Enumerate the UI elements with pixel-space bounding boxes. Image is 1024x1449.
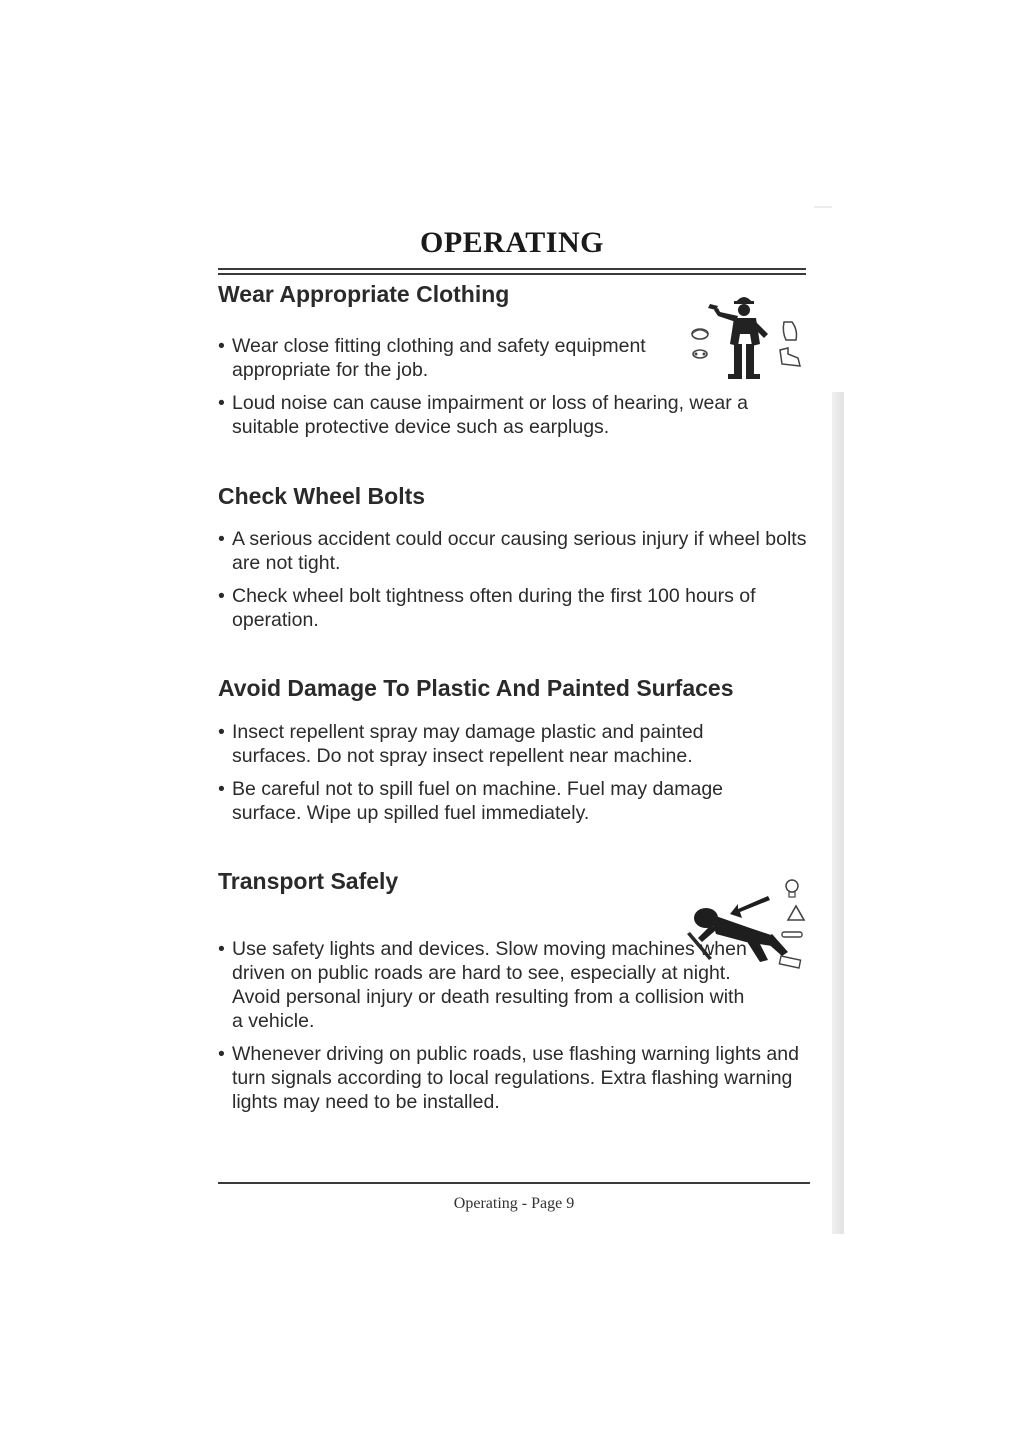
bullet-transport-2	[218, 1042, 808, 1114]
bullet-dot: •	[218, 778, 225, 800]
bullet-text: Whenever driving on public roads, use flashing warning lights and turn signals according to local regulations. Extra flashing warning lights may need to be installed.	[232, 1043, 799, 1113]
bullet-wheel-bolts-1	[218, 527, 808, 575]
bullet-dot: •	[218, 335, 225, 357]
title-double-rule	[218, 268, 806, 275]
bullet-avoid-damage-1	[218, 720, 778, 768]
bullet-clothing-1	[218, 334, 678, 382]
bullet-dot: •	[218, 1043, 225, 1065]
safety-clothing-worker-icon	[684, 288, 808, 384]
bullet-dot: •	[218, 528, 225, 550]
bullet-text: Check wheel bolt tightness often during the first 100 hours of operation.	[232, 585, 756, 631]
bullet-dot: •	[218, 585, 225, 607]
bullet-text: Use safety lights and devices. Slow moving machines when driven on public roads are hard to see, especially at night. Avoid personal injury or death resulting from a collision with a vehicle.	[232, 938, 747, 1032]
page-title: OPERATING	[420, 226, 604, 259]
bullet-dot: •	[218, 938, 225, 960]
scan-fleck	[814, 206, 832, 208]
bullet-clothing-2	[218, 391, 808, 439]
page-footer: Operating - Page 9	[453, 1195, 575, 1212]
bullet-text: Be careful not to spill fuel on machine. Fuel may damage surface. Wipe up spilled fuel immediately.	[232, 778, 724, 824]
section-title-clothing: Wear Appropriate Clothing	[218, 281, 510, 307]
bullet-avoid-damage-2	[218, 777, 778, 825]
bullet-text: A serious accident could occur causing serious injury if wheel bolts are not tight.	[232, 528, 807, 574]
bullet-dot: •	[218, 721, 225, 743]
section-title-wheel-bolts: Check Wheel Bolts	[218, 483, 426, 509]
bullet-wheel-bolts-2	[218, 584, 808, 632]
bullet-dot: •	[218, 392, 225, 414]
bullet-text: Wear close fitting clothing and safety equipment appropriate for the job.	[232, 335, 646, 381]
page-edge-shadow	[832, 392, 844, 1234]
bullet-text: Insect repellent spray may damage plastic and painted surfaces. Do not spray insect repellent near machine.	[232, 721, 704, 767]
footer-rule	[218, 1182, 810, 1184]
section-title-transport: Transport Safely	[218, 868, 399, 894]
bullet-text: Loud noise can cause impairment or loss of hearing, wear a suitable protective device such as earplugs.	[232, 392, 748, 438]
section-title-avoid-damage: Avoid Damage To Plastic And Painted Surfaces	[218, 675, 734, 701]
bullet-transport-1	[218, 937, 758, 1033]
